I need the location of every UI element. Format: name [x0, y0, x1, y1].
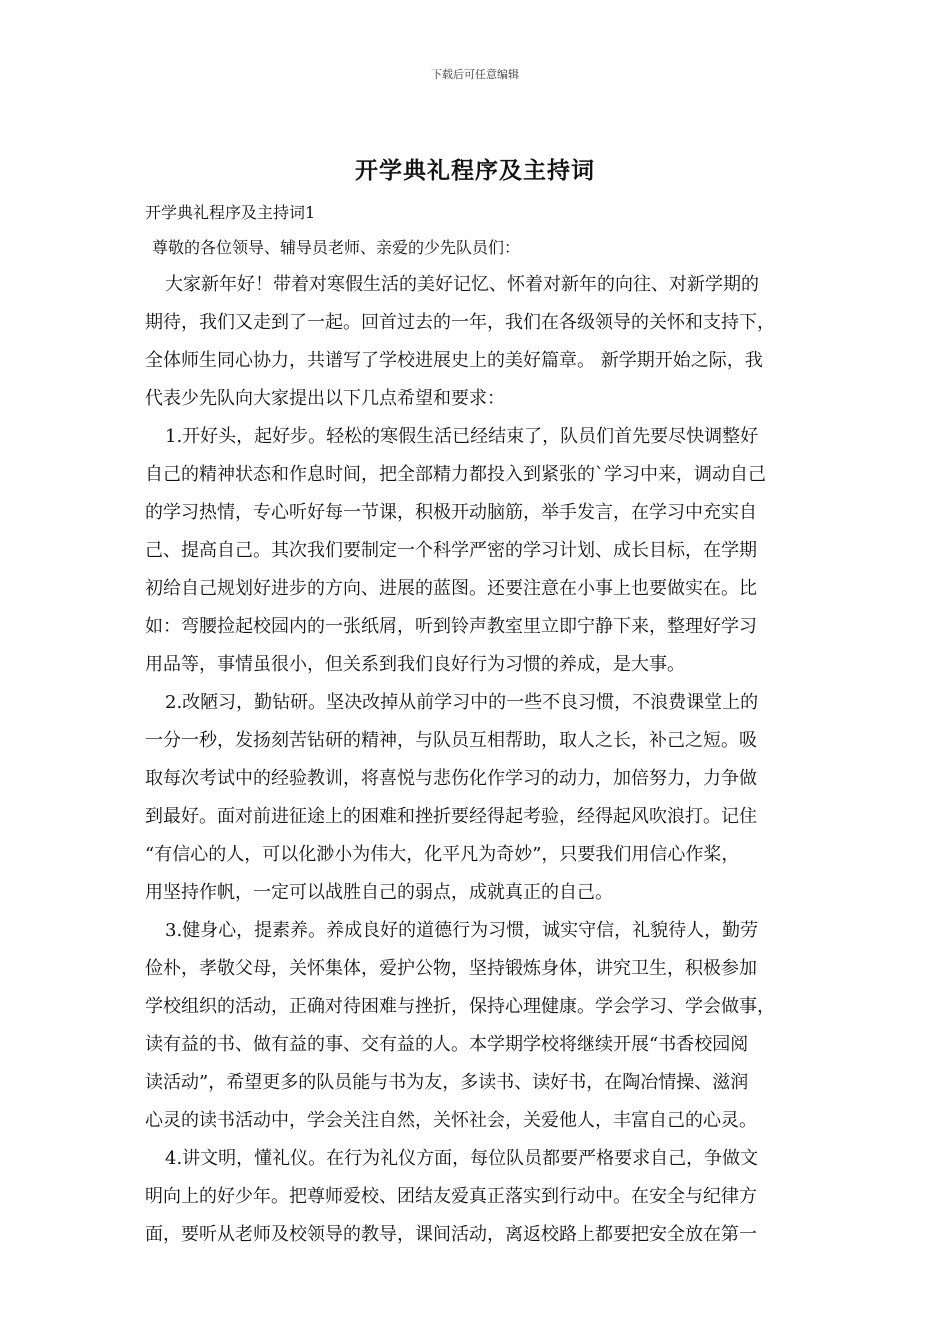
paragraph-line: 用坚持作帆，一定可以战胜自己的弱点，成就真正的自己。: [145, 882, 613, 903]
paragraph-line: 学校组织的活动，正确对待困难与挫折，保持心理健康。学会学习、学会做事，: [145, 996, 775, 1017]
section-heading: 开学典礼程序及主持词1: [145, 203, 316, 222]
page-header: 下载后可任意编辑: [431, 68, 519, 81]
paragraph-line: 俭朴，孝敬父母，关怀集体，爱护公物，坚持锻炼身体，讲究卫生，积极参加: [145, 958, 757, 979]
paragraph-line: 4.讲文明，懂礼仪。在行为礼仪方面，每位队员都要严格要求自己，争做文: [165, 1148, 759, 1169]
paragraph-line: 己、提高自己。其次我们要制定一个科学严密的学习计划、成长目标，在学期: [145, 540, 757, 561]
paragraph-line: 大家新年好！带着对寒假生活的美好记忆、怀着对新年的向往、对新学期的: [165, 274, 759, 295]
paragraph-line: 到最好。面对前进征途上的困难和挫折要经得起考验，经得起风吹浪打。记住: [145, 806, 757, 827]
paragraph-line: “有信心的人，可以化渺小为伟大，化平凡为奇妙”，只要我们用信心作桨，: [145, 844, 740, 865]
paragraph-line: 1.开好头，起好步。轻松的寒假生活已经结束了，队员们首先要尽快调整好: [165, 426, 759, 447]
paragraph-line: 取每次考试中的经验教训，将喜悦与悲伤化作学习的动力，加倍努力，力争做: [145, 768, 757, 789]
paragraph-line: 面，要听从老师及校领导的教导，课间活动，离返校路上都要把安全放在第一: [145, 1224, 757, 1245]
paragraph-line: 2.改陋习，勤钻研。坚决改掉从前学习中的一些不良习惯，不浪费课堂上的: [165, 692, 759, 713]
greeting-line: 尊敬的各位领导、辅导员老师、亲爱的少先队员们：: [152, 238, 521, 257]
paragraph-line: 明向上的好少年。把尊师爱校、团结友爱真正落实到行动中。在安全与纪律方: [145, 1186, 757, 1207]
paragraph-line: 全体师生同心协力，共谱写了学校进展史上的美好篇章。 新学期开始之际，我: [145, 350, 763, 371]
paragraph-line: 代表少先队向大家提出以下几点希望和要求：: [145, 388, 505, 409]
paragraph-line: 心灵的读书活动中，学会关注自然，关怀社会，关爱他人，丰富自己的心灵。: [145, 1110, 757, 1131]
document-body: [145, 196, 810, 1254]
paragraph-line: 期待，我们又走到了一起。回首过去的一年，我们在各级领导的关怀和支持下，: [145, 312, 775, 333]
paragraph-line: 初给自己规划好进步的方向、进展的蓝图。还要注意在小事上也要做实在。比: [145, 578, 757, 599]
paragraph-line: 如：弯腰捡起校园内的一张纸屑，听到铃声教室里立即宁静下来，整理好学习: [145, 616, 757, 637]
paragraph-line: 3.健身心，提素养。养成良好的道德行为习惯，诚实守信，礼貌待人，勤劳: [165, 920, 759, 941]
paragraph-line: 的学习热情，专心听好每一节课，积极开动脑筋，举手发言，在学习中充实自: [145, 502, 757, 523]
paragraph-line: 用品等，事情虽很小，但关系到我们良好行为习惯的养成，是大事。: [145, 654, 685, 675]
document-title: 开学典礼程序及主持词: [355, 157, 595, 184]
paragraph-line: 自己的精神状态和作息时间，把全部精力都投入到紧张的`学习中来，调动自己: [145, 464, 766, 485]
paragraph-line: 读活动”，希望更多的队员能与书为友，多读书、读好书，在陶冶情操、滋润: [145, 1072, 749, 1093]
paragraph-line: 一分一秒，发扬刻苦钻研的精神，与队员互相帮助，取人之长，补己之短。吸: [145, 730, 757, 751]
paragraph-line: 读有益的书、做有益的事、交有益的人。本学期学校将继续开展“书香校园阅: [145, 1034, 749, 1055]
